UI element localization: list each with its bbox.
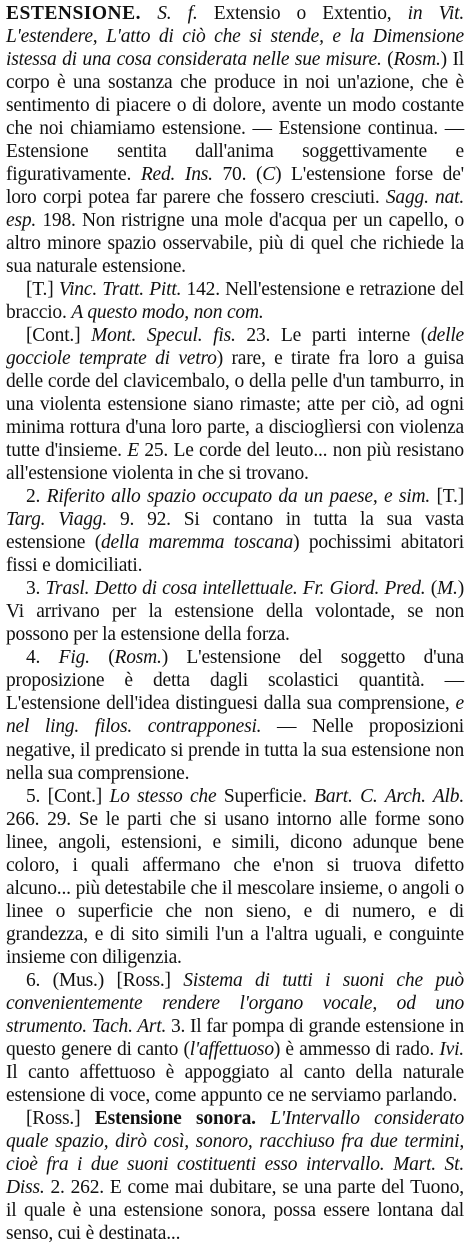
text-run: 142. Nell'estensione e retrazione del braccio. bbox=[6, 279, 464, 324]
text-run: Il canto affettuoso è appoggiato al canto della naturale estensione di voce, come appunto ce ne serviamo parlando. bbox=[6, 1061, 464, 1106]
entry-sense bbox=[6, 1107, 464, 1245]
italic-run: A questo modo, non com. bbox=[71, 302, 264, 324]
text-run: 2. bbox=[26, 486, 47, 508]
italic-run: Fig. bbox=[58, 647, 90, 669]
text-run: [T.] bbox=[26, 279, 59, 301]
text-run: [T.] bbox=[430, 486, 465, 508]
entry-sense bbox=[6, 969, 464, 1107]
headword: ESTENSIONE. bbox=[6, 3, 142, 24]
text-run: 23. Le parti interne ( bbox=[235, 325, 428, 347]
text-run: [Ross.] bbox=[26, 1107, 95, 1129]
italic-run: E bbox=[127, 440, 139, 462]
text-run: 6. (Mus.) [Ross.] bbox=[26, 969, 184, 991]
text-run: ) pochissimi abitatori fissi e domiciliati. bbox=[6, 532, 464, 577]
text-run: ) Vi arrivano per la estensione della volontade, se non possono per la estensione della forza. bbox=[6, 578, 465, 646]
text-run: ( bbox=[381, 49, 394, 71]
italic-run: S. f. bbox=[141, 3, 198, 24]
italic-run: Lo stesso che bbox=[109, 785, 217, 807]
entry-sense bbox=[6, 278, 464, 324]
italic-run: Targ. Viagg. bbox=[6, 509, 108, 531]
text-run: [Cont.] bbox=[26, 325, 92, 347]
text-run: — Nelle proposizioni negative, il predicato si prende in tutta la sua estensione non nella sua comprensione. bbox=[6, 716, 464, 784]
italic-run: Red. Ins. bbox=[140, 164, 213, 186]
italic-run: l'affettuoso bbox=[189, 1038, 274, 1060]
italic-run: Bart. C. Arch. Alb. bbox=[314, 785, 464, 807]
italic-run: Mont. Specul. fis. bbox=[91, 325, 236, 347]
text-run: 2. 262. E come mai dubitare, se una parte del Tuono, il quale è una estensione sonora, possa essere lontana dal senso, cui è destinata... bbox=[6, 1176, 464, 1244]
text-run: 70. ( bbox=[212, 164, 263, 186]
italic-run: e nel ling. filos. contrapponesi. bbox=[6, 693, 464, 738]
entry-sense bbox=[6, 485, 464, 577]
entry-sense bbox=[6, 646, 464, 784]
text-run: 3. bbox=[26, 578, 46, 600]
subentry-headword: Estensione sonora. bbox=[94, 1107, 256, 1129]
italic-run: della maremma toscana bbox=[101, 532, 294, 554]
italic-run: delle gocciole temprate di vetro bbox=[6, 325, 465, 370]
text-run: 4. bbox=[26, 647, 59, 669]
italic-run: Trasl. Detto di cosa intellettuale. Fr. Giord. Pred. bbox=[45, 578, 426, 600]
italic-run: Sagg. nat. esp. bbox=[6, 187, 465, 232]
text-run: 9. 92. Si contano in tutta la sua vasta estensione ( bbox=[6, 509, 465, 554]
text-run: 3. Il far pompa di grande estensione in questo genere di canto ( bbox=[6, 1015, 464, 1060]
text-run: ) rare, e tirate fra loro a guisa delle corde del clavicembalo, o della pelle d'un tamburro, in una violenta estensione siano rimaste; atte per ciò, ad ogni minima rottura d'una loro parte, a discioglìersi con violenza tutte d'insieme. bbox=[6, 348, 464, 462]
italic-run: L'Intervallo considerato quale spazio, dirò così, sonoro, racchiuso fra due termini, cioè fra i due suoni costituenti esso intervallo. Mart. St. Diss. bbox=[6, 1107, 464, 1198]
italic-run: Rosm. bbox=[114, 647, 162, 669]
text-run: 266. 29. Se le parti che si usano intorno alle forme sono linee, angoli, estensioni, e simili, dicono adunque bene coloro, i quali affermano che e'non si truova difetto alcuno... più detestabile che il mescolare insieme, o angoli o linee o superficie che non sieno, e di numero, e di grandezza, e di sito simili l'un a l'altra uguali, e conguinte insieme con diligenzia. bbox=[6, 808, 464, 968]
italic-run: Riferito allo spazio occupato da un paese, e sim. bbox=[46, 486, 431, 508]
italic-run: C bbox=[262, 164, 276, 186]
italic-run: in Vit. L'estendere, L'atto di ciò che si stende, e la Dimensione istessa di una cosa considerata nelle sue misure. bbox=[6, 3, 464, 71]
text-run: Extensio o Extentio, bbox=[197, 3, 408, 24]
entry-sense bbox=[6, 324, 464, 485]
text-run: ) è ammesso di rado. bbox=[273, 1038, 440, 1060]
entry-definition bbox=[6, 2, 464, 278]
italic-run: Rosm. bbox=[393, 49, 441, 71]
text-run: ) Il corpo è una sostanza che produce in noi un'azione, che è sentimento di piacere o di dolore, avente un modo costante che noi chiamiamo estensione. — Estensione continua. — Estensione sentita dall'anima soggettivamente e figurativamente. bbox=[6, 49, 464, 186]
entry-sense bbox=[6, 577, 464, 646]
text-run: ( bbox=[89, 647, 115, 669]
text-run: ( bbox=[425, 578, 437, 600]
italic-run: Sistema di tutti i suoni che può convenientemente rendere l'organo vocale, od uno strumento. Tach. Art. bbox=[6, 969, 464, 1037]
text-run: ) L'estensione del soggetto d'una proposizione è detta dagli scolastici quantità. — L'estensione dell'idea distinguesi dalla sua comprensione, bbox=[6, 647, 465, 715]
italic-run: Vinc. Tratt. Pitt. bbox=[58, 279, 182, 301]
italic-run: Ivi. bbox=[439, 1038, 464, 1060]
text-run: Superficie. bbox=[216, 785, 315, 807]
text-run: 25. Le corde del leuto... non più resistano all'estensione violenta in che si trovano. bbox=[6, 440, 464, 485]
text-run: 198. Non ristrigne una mole d'acqua per un capello, o altro minore spazio osservabile, più di quel che richiede la sua naturale estensione. bbox=[6, 210, 464, 278]
entry-sense bbox=[6, 785, 464, 969]
italic-run: M. bbox=[437, 578, 458, 600]
text-run: ) L'estensione forse de' loro corpi potea far parere che fossero cresciuti. bbox=[6, 164, 464, 209]
text-run: 5. [Cont.] bbox=[26, 785, 110, 807]
